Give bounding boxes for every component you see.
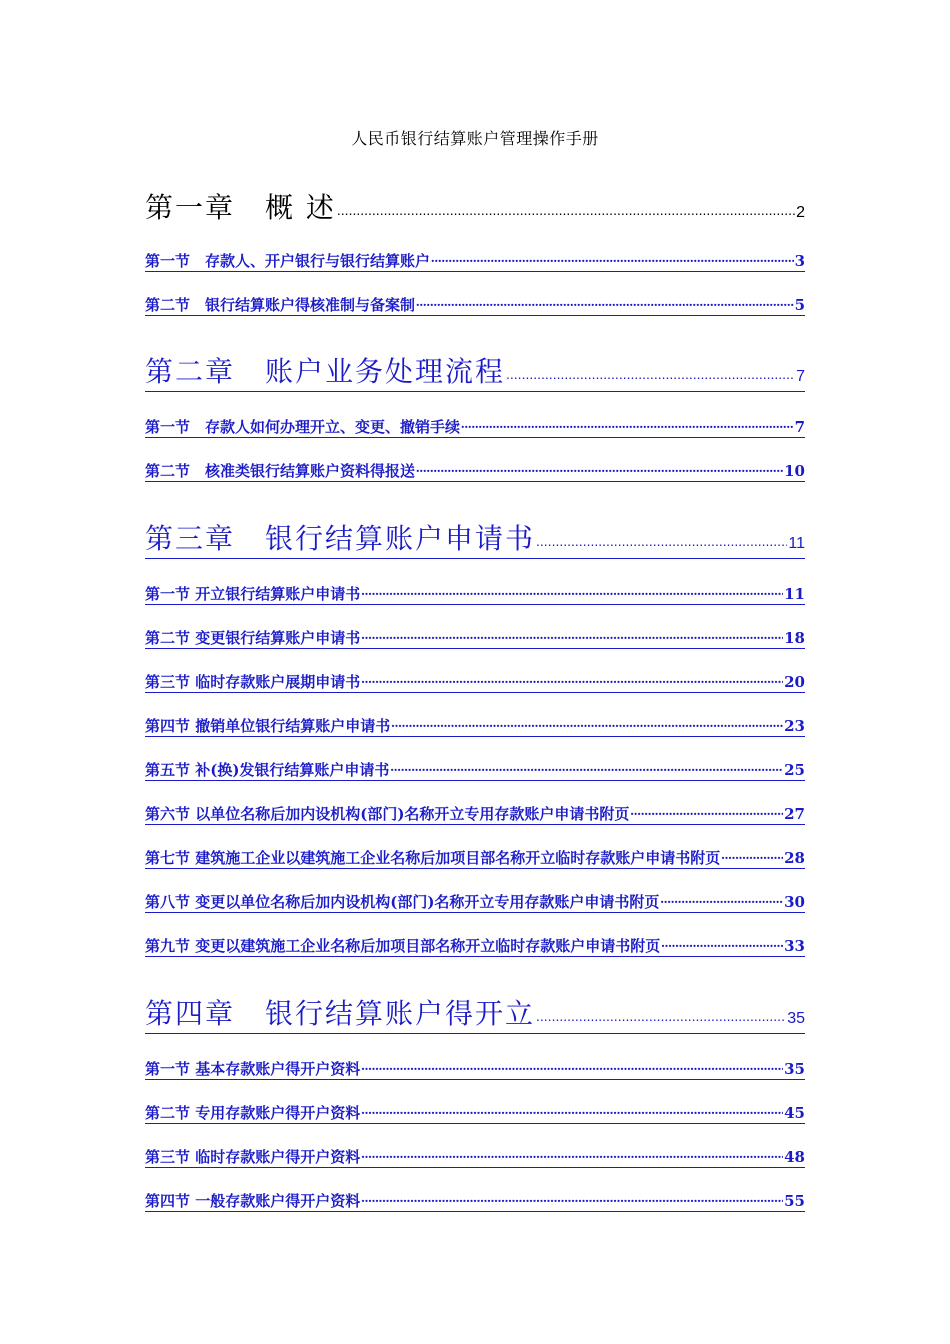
toc-leader <box>536 520 787 548</box>
toc-chapter-1 <box>145 186 805 226</box>
toc-title: 第二节 专用存款账户得开户资料 <box>145 1104 361 1122</box>
toc-page: 3 <box>794 252 805 270</box>
toc-title: 第三章 银行结算账户申请书 <box>145 522 536 555</box>
toc-section-link[interactable] <box>145 583 805 605</box>
toc-leader <box>361 1059 783 1074</box>
toc-page: 27 <box>784 805 805 823</box>
toc-section-link[interactable] <box>145 250 805 272</box>
toc-page: 48 <box>784 1148 805 1166</box>
toc-page: 35 <box>787 1010 805 1027</box>
toc-chapter-link[interactable] <box>145 517 805 559</box>
toc-leader <box>431 251 794 266</box>
toc-page: 30 <box>784 893 805 911</box>
toc-title: 第三节 临时存款账户得开户资料 <box>145 1148 361 1166</box>
toc-section-link[interactable] <box>145 715 805 737</box>
toc-leader <box>461 417 794 432</box>
toc-page: 45 <box>784 1104 805 1122</box>
toc-title: 第九节 变更以建筑施工企业名称后加项目部名称开立临时存款账户申请书附页 <box>145 937 661 955</box>
toc-page: 7 <box>796 368 805 385</box>
toc-section-link[interactable] <box>145 1102 805 1124</box>
toc-section-link[interactable] <box>145 460 805 482</box>
toc-title: 第一节 存款人如何办理开立、变更、撤销手续 <box>145 418 461 436</box>
toc-title: 第一节 基本存款账户得开户资料 <box>145 1060 361 1078</box>
toc-chapter-link[interactable] <box>145 992 805 1034</box>
toc-page: 5 <box>794 296 805 314</box>
toc-title: 第二章 账户业务处理流程 <box>145 355 506 388</box>
toc-title: 第三节 临时存款账户展期申请书 <box>145 673 361 691</box>
toc-title: 第八节 变更以单位名称后加内设机构(部门)名称开立专用存款账户申请书附页 <box>145 893 660 911</box>
toc-page: 35 <box>784 1060 805 1078</box>
toc-chapter-link[interactable] <box>145 350 805 392</box>
toc-page: 23 <box>784 717 805 735</box>
toc-section-link[interactable] <box>145 416 805 438</box>
toc-page: 2 <box>796 204 805 221</box>
toc-page: 33 <box>784 937 805 955</box>
toc-section-link[interactable] <box>145 1058 805 1080</box>
toc-leader <box>361 672 783 687</box>
toc-title: 第二节 银行结算账户得核准制与备案制 <box>145 296 416 314</box>
toc-section-link[interactable] <box>145 294 805 316</box>
toc-leader <box>390 760 783 775</box>
toc-section-link[interactable] <box>145 891 805 913</box>
toc-title: 第七节 建筑施工企业以建筑施工企业名称后加项目部名称开立临时存款账户申请书附页 <box>145 849 721 867</box>
toc-page: 11 <box>788 535 805 552</box>
toc-page: 20 <box>784 673 805 691</box>
toc-title: 第六节 以单位名称后加内设机构(部门)名称开立专用存款账户申请书附页 <box>145 805 630 823</box>
toc-leader <box>361 1147 783 1162</box>
toc-section-link[interactable] <box>145 1146 805 1168</box>
toc-leader <box>630 804 783 819</box>
page-header-title: 人民币银行结算账户管理操作手册 <box>351 129 599 148</box>
toc-page: 11 <box>784 585 805 603</box>
toc-page: 25 <box>784 761 805 779</box>
toc-leader <box>361 584 783 599</box>
toc-leader <box>416 461 783 476</box>
toc-section-link[interactable] <box>145 627 805 649</box>
toc-title: 第五节 补(换)发银行结算账户申请书 <box>145 761 390 779</box>
toc-leader <box>337 189 795 217</box>
toc-title: 第一章 概 述 <box>145 191 336 224</box>
toc-page: 7 <box>794 418 805 436</box>
toc-section-link[interactable] <box>145 847 805 869</box>
toc-title: 第四章 银行结算账户得开立 <box>145 997 536 1030</box>
toc-page: 10 <box>784 462 805 480</box>
toc-leader <box>361 1103 783 1118</box>
toc-title: 第四节 撤销单位银行结算账户申请书 <box>145 717 391 735</box>
toc-title: 第四节 一般存款账户得开户资料 <box>145 1192 361 1210</box>
toc-leader <box>506 353 795 381</box>
toc-page: 18 <box>784 629 805 647</box>
toc-page: 28 <box>784 849 805 867</box>
toc-leader <box>721 848 783 863</box>
toc-leader <box>391 716 783 731</box>
toc-section-link[interactable] <box>145 671 805 693</box>
toc-leader <box>660 892 783 907</box>
toc-title: 第一节 存款人、开户银行与银行结算账户 <box>145 252 431 270</box>
toc-title: 第二节 核准类银行结算账户资料得报送 <box>145 462 416 480</box>
toc-leader <box>361 628 783 643</box>
toc-title: 第一节 开立银行结算账户申请书 <box>145 585 361 603</box>
toc-leader <box>661 936 783 951</box>
toc-section-link[interactable] <box>145 935 805 957</box>
toc-leader <box>416 295 794 310</box>
toc-section-link[interactable] <box>145 1190 805 1212</box>
toc-section-link[interactable] <box>145 759 805 781</box>
toc-page: 55 <box>784 1192 805 1210</box>
toc-leader <box>361 1191 783 1206</box>
toc-title: 第二节 变更银行结算账户申请书 <box>145 629 361 647</box>
toc-section-link[interactable] <box>145 803 805 825</box>
toc-leader <box>536 995 786 1023</box>
